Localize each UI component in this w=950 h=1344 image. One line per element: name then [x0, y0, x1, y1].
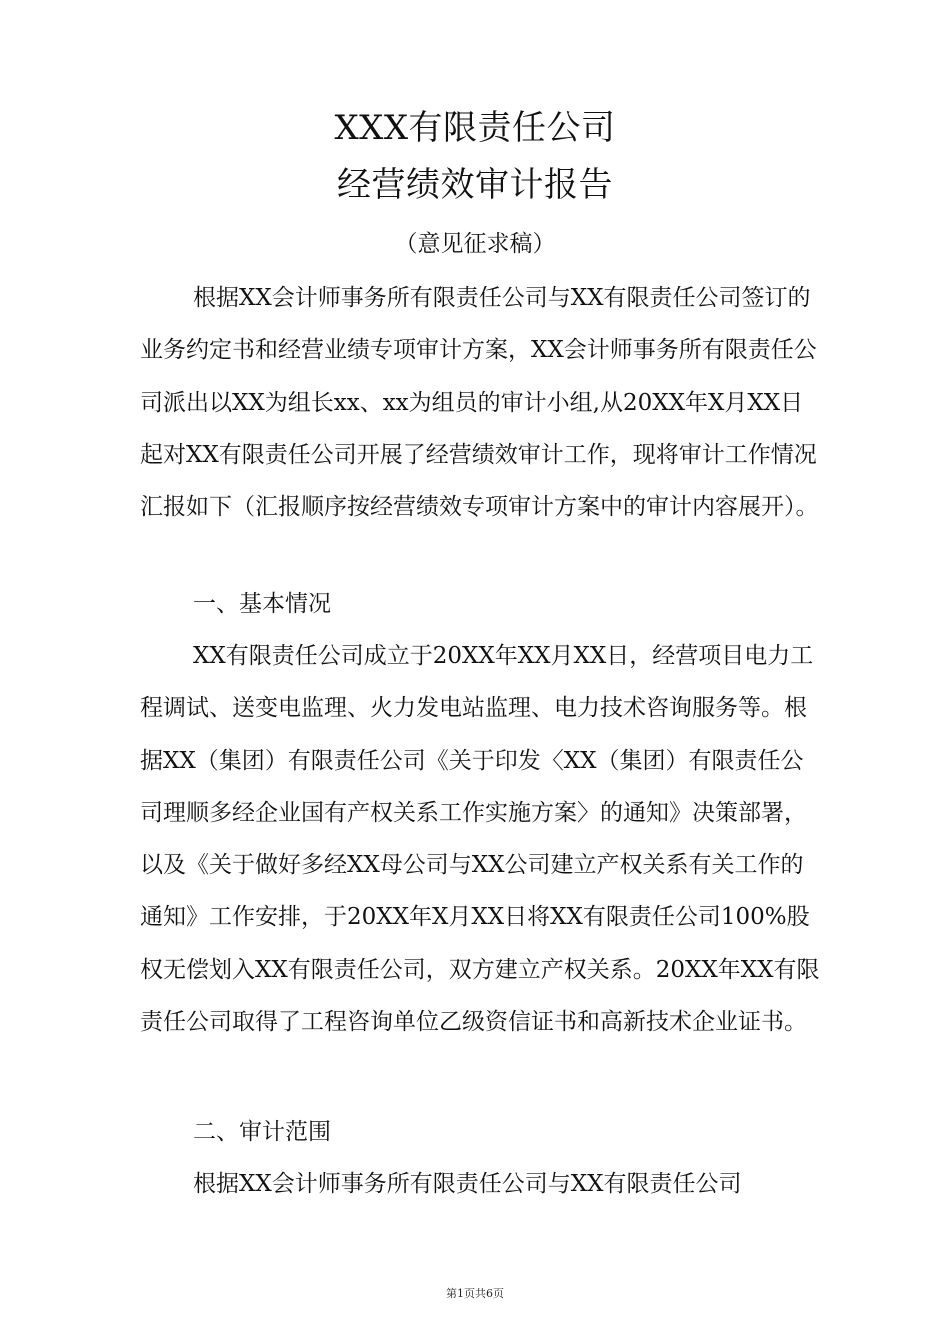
section-heading-basic-info: 一、基本情况 [193, 591, 331, 617]
section1-paragraph: XX有限责任公司成立于20XX年XX月XX日，经营项目电力工程调试、送变电监理、火力发电站监理、电力技术咨询服务等。根据XX（集团）有限责任公司《关于印发〈XX（集团）有限责任公司理顺多经企业国有产权关系工作实施方案〉的通知》决策部署，以及《关于做好多经XX母公司与XX公司建立产权关系有关工作的通知》工作安排，于20XX年X月XX日将XX有限责任公司100%股权无偿划入XX有限责任公司，双方建立产权关系。20XX年XX有限责任公司取得了工程咨询单位乙级资信证书和高新技术企业证书。 [140, 643, 820, 1036]
section-heading-audit-scope: 二、审计范围 [193, 1119, 331, 1145]
document-subtitle: （意见征求稿） [394, 231, 556, 257]
page-number-footer: 第1页共6页 [446, 1287, 504, 1300]
intro-paragraph: 根据XX会计师事务所有限责任公司与XX有限责任公司签订的业务约定书和经营业绩专项审计方案，XX会计师事务所有限责任公司派出以XX为组长xx、xx为组员的审计小组,从20XX年X月XX日起对XX有限责任公司开展了经营绩效审计工作，现将审计工作情况汇报如下（汇报顺序按经营绩效专项审计方案中的审计内容展开）。 [140, 285, 819, 521]
section2-paragraph: 根据XX会计师事务所有限责任公司与XX有限责任公司 [193, 1171, 742, 1197]
document-title-line2: 经营绩效审计报告 [337, 165, 613, 205]
document-title-line1: XXX有限责任公司 [334, 108, 616, 148]
